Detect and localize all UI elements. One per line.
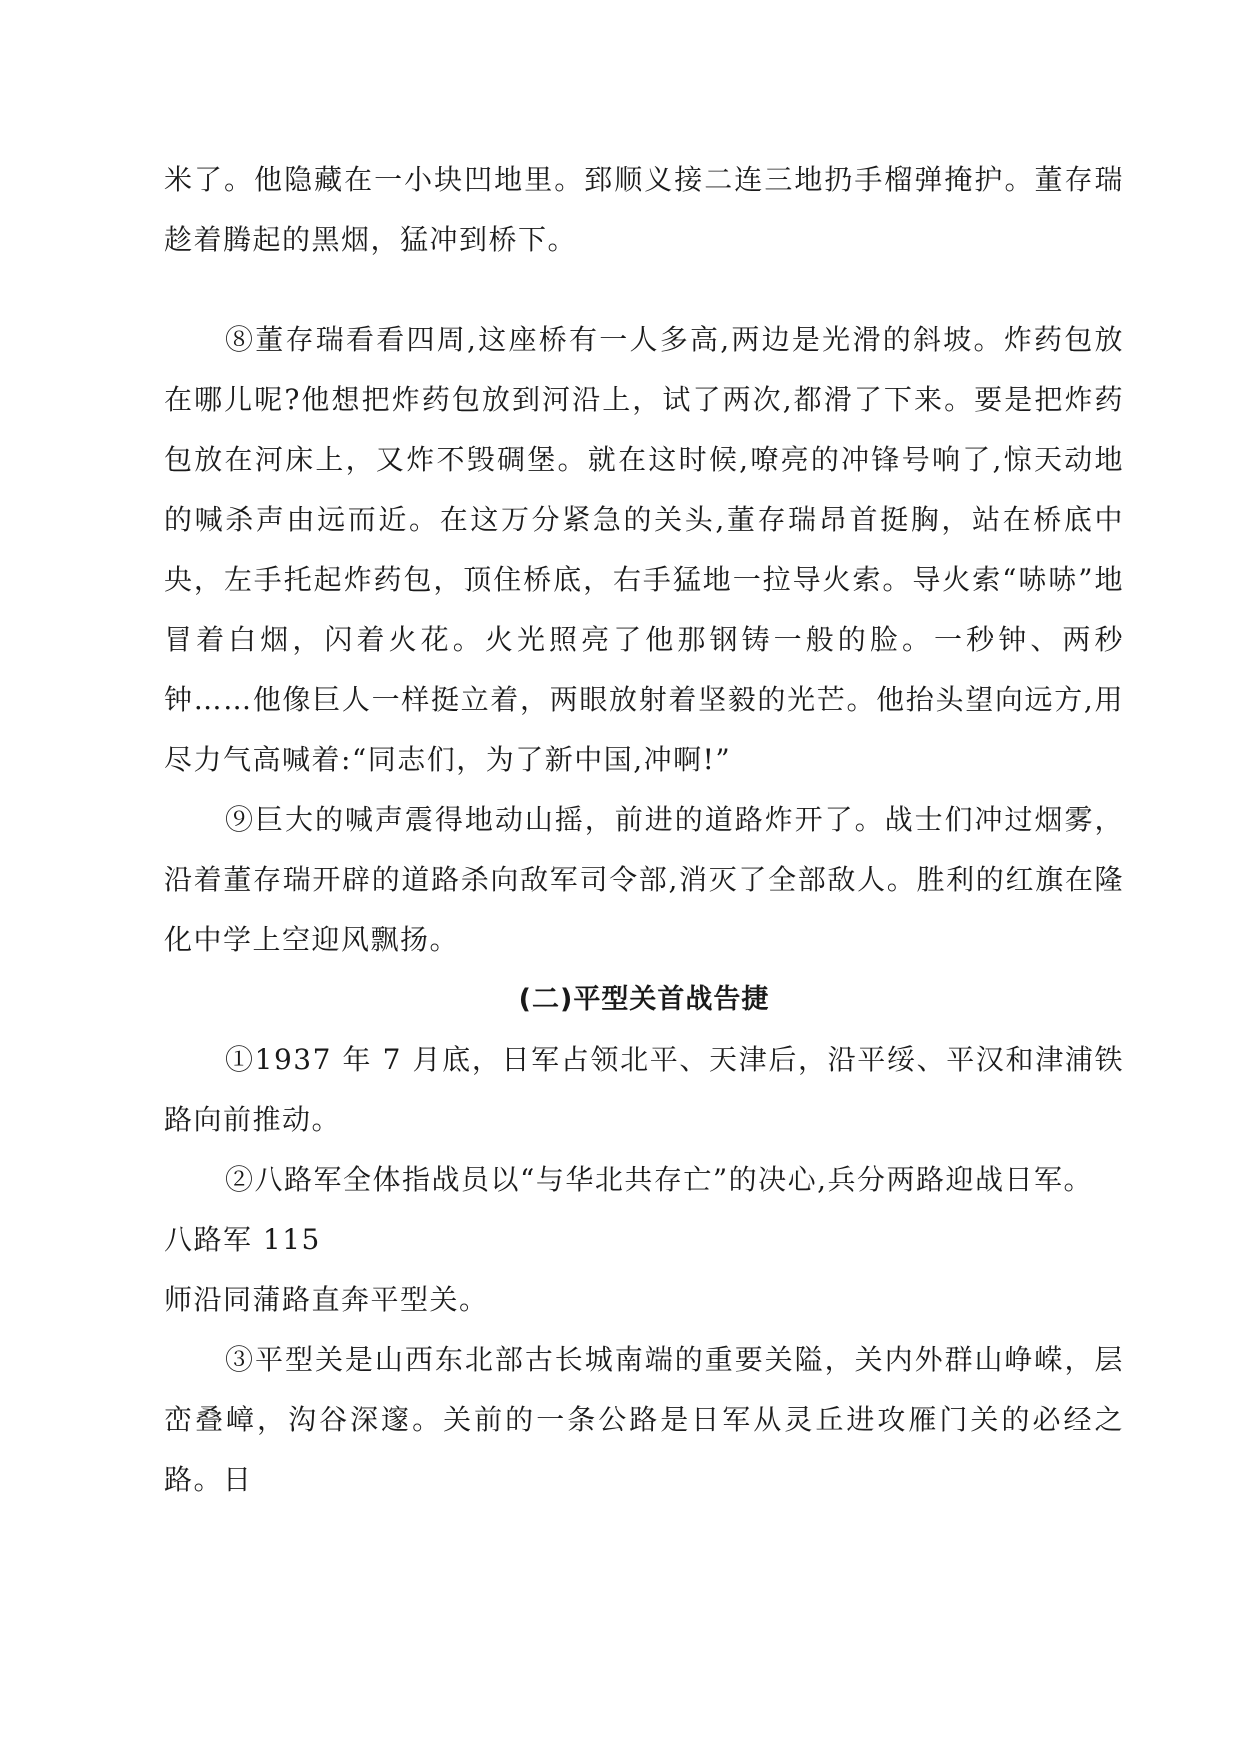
- paragraph-2: ②八路军全体指战员以“与华北共存亡”的决心,兵分两路迎战日军。: [225, 1163, 1094, 1196]
- paragraph-9: ⑨巨大的喊声震得地动山摇，前进的道路炸开了。战士们冲过烟雾，沿着董存瑞开辟的道路杀向敌军司令部,消灭了全部敌人。胜利的红旗在隆化中学上空迎风飘扬。: [164, 803, 1124, 956]
- paragraph-1: ①1937 年 7 月底，日军占领北平、天津后，沿平绥、平汉和津浦铁路向前推动。: [164, 1043, 1124, 1136]
- paragraph-continued: 米了。他隐藏在一小块凹地里。郅顺义接二连三地扔手榴弹掩护。董存瑞趁着腾起的黑烟，猛冲到桥下。: [164, 163, 1124, 256]
- section-title: (二)平型关首战告捷: [518, 984, 770, 1015]
- paragraph-3: ③平型关是山西东北部古长城南端的重要关隘，关内外群山峥嵘，层峦叠嶂，沟谷深邃。关前的一条公路是日军从灵丘进攻雁门关的必经之路。日: [164, 1343, 1124, 1496]
- document-page: [164, 150, 1124, 1510]
- paragraph-2-line-break-a: 八路军 115: [164, 1223, 321, 1256]
- paragraph-2-line-break-b: 师沿同蒲路直奔平型关。: [164, 1283, 489, 1316]
- paragraph-8: ⑧董存瑞看看四周,这座桥有一人多高,两边是光滑的斜坡。炸药包放在哪儿呢?他想把炸药包放到河沿上，试了两次,都滑了下来。要是把炸药包放在河床上，又炸不毁碉堡。就在这时候,嘹亮的冲锋号响了,惊天动地的喊杀声由远而近。在这万分紧急的关头,董存瑞昂首挺胸，站在桥底中央，左手托起炸药包，顶住桥底，右手猛地一拉导火索。导火索“哧哧”地冒着白烟，闪着火花。火光照亮了他那钢铸一般的脸。一秒钟、两秒钟……他像巨人一样挺立着，两眼放射着坚毅的光芒。他抬头望向远方,用尽力气高喊着:“同志们，为了新中国,冲啊!”: [164, 323, 1124, 776]
